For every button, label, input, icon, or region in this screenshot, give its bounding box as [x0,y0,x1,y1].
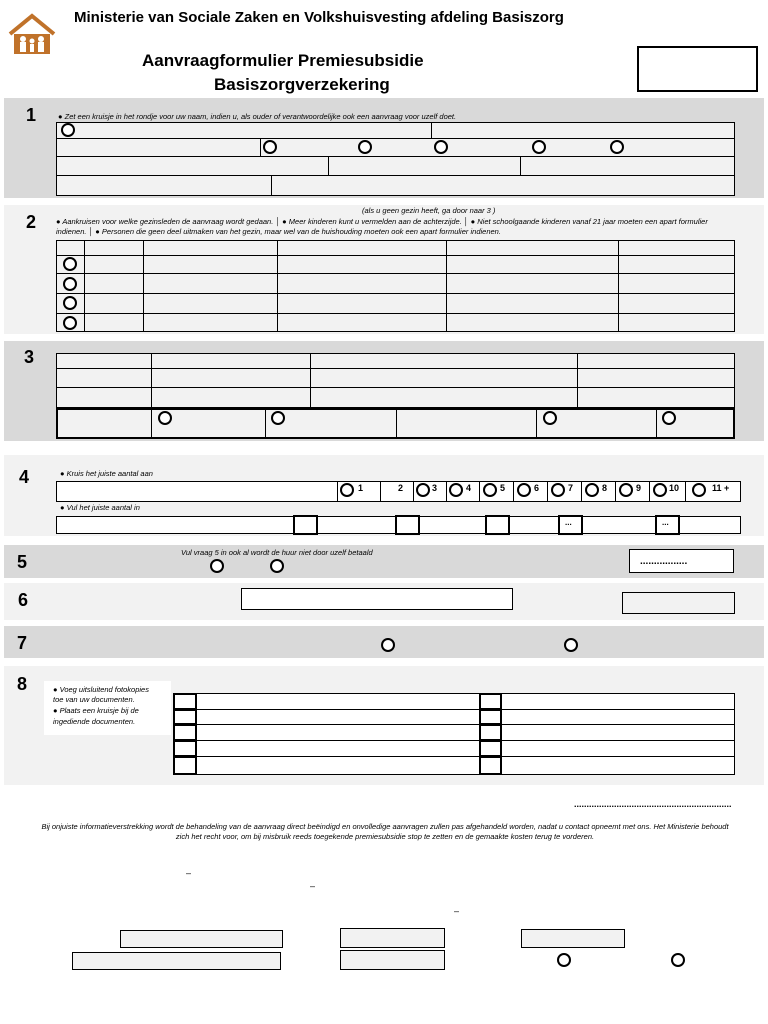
rent-amount-placeholder: ................. [640,556,688,567]
housing-table [56,353,735,408]
document-1-checkbox[interactable] [173,693,197,710]
count-10-label: 10 [669,483,680,493]
family-member-3-radio[interactable] [63,296,77,310]
housing-type-4-radio[interactable] [662,411,676,425]
document-9-checkbox[interactable] [479,740,502,757]
section-2-number: 2 [26,212,37,232]
footer-dash-3: – [454,906,460,916]
form-title-line1: Aanvraagformulier Premiesubsidie [142,51,424,70]
count-5-label: 5 [500,483,506,493]
count-6-radio[interactable] [517,483,531,497]
section-2-condition: (als u geen gezin heeft, ga door naar 3 ) [362,206,496,215]
section-3-number: 3 [24,347,35,367]
count-7-radio[interactable] [551,483,565,497]
office-field-1[interactable] [120,930,283,948]
count-11-plus-radio[interactable] [692,483,706,497]
count-8-label: 8 [602,483,608,493]
rent-amount-field[interactable] [629,549,734,573]
section-4-fill-instruction: ● Vul het juiste aantal in [60,503,140,512]
section-8-note [44,681,171,735]
section-6-number: 6 [18,590,29,610]
section-5-note: Vul vraag 5 in ook al wordt de huur niet door uzelf betaald [181,548,373,557]
housing-type-3-radio[interactable] [543,411,557,425]
applicant-district-field[interactable] [328,156,521,176]
family-member-4-radio[interactable] [63,316,77,330]
applicant-employer-field[interactable] [271,175,735,196]
section-8-note-line1: ● Voeg uitsluitend fotokopies [53,685,149,694]
registration-number-box[interactable] [637,46,758,92]
office-field-4[interactable] [340,950,445,970]
section-8-note-line2: toe van uw documenten. [53,695,135,704]
section-8-note-line3: ● Plaats een kruisje bij de [53,706,139,715]
count-4-label: 4 [466,483,472,493]
applicant-id-field[interactable] [56,138,261,157]
document-4-checkbox[interactable] [173,740,197,757]
count-8-radio[interactable] [585,483,599,497]
family-members-table [56,240,735,332]
applicant-option-1-radio[interactable] [263,140,277,154]
applicant-work-field[interactable] [56,175,272,196]
income-field[interactable] [241,588,513,610]
office-field-2[interactable] [72,952,281,970]
office-approved-radio[interactable] [557,953,571,967]
applicant-phone-field[interactable] [520,156,735,176]
family-member-2-radio[interactable] [63,277,77,291]
section-8-number: 8 [17,674,28,694]
count-11-plus-label: 11 + [712,483,730,493]
office-rejected-radio[interactable] [671,953,685,967]
office-field-3[interactable] [340,928,445,948]
count-9-radio[interactable] [619,483,633,497]
applicant-options-row [260,138,735,157]
applicant-option-2-radio[interactable] [358,140,372,154]
document-10-checkbox[interactable] [479,756,502,775]
section-4-count-instruction: ● Kruis het juiste aantal aan [60,469,153,478]
housing-type-1-radio[interactable] [158,411,172,425]
document-3-checkbox[interactable] [173,724,197,741]
count-3-radio[interactable] [416,483,430,497]
section-7-number: 7 [17,633,28,653]
count-7-label: 7 [568,483,574,493]
ministry-logo [6,12,58,56]
document-8-checkbox[interactable] [479,724,502,741]
applicant-option-3-radio[interactable] [434,140,448,154]
income-amount-field[interactable] [622,592,735,614]
applicant-name-field[interactable] [56,122,432,139]
housing-type-2-radio[interactable] [271,411,285,425]
count-1-label: 1 [358,483,364,493]
count-2-label: 2 [398,483,404,493]
section-8-note-line4: ingediende documenten. [53,717,136,726]
document-6-checkbox[interactable] [479,693,502,710]
section-5-number: 5 [17,552,28,572]
applicant-address-field[interactable] [56,156,329,176]
documents-table [173,693,735,775]
question-7-yes-radio[interactable] [381,638,395,652]
applicant-option-5-radio[interactable] [610,140,624,154]
count-1-radio[interactable] [340,483,354,497]
rent-no-radio[interactable] [270,559,284,573]
disclaimer-text: Bij onjuiste informatieverstrekking wordt de behandeling van de aanvraag direct beëindigd en onvolledige aanvragen zullen pas afgehandeld worden, nadat u contact opneemt met ons. Het Ministerie behoudt zich het recht voor, om bij misbruik reeds toegekende premiesubsidie stop te zetten en de gemaakte kosten terug te vorderen. [41,822,729,841]
form-title-line2: Basiszorgverzekering [214,75,390,94]
count-10-radio[interactable] [653,483,667,497]
ministry-name: Ministerie van Sociale Zaken en Volkshuisvesting afdeling Basiszorg [74,9,564,26]
document-5-checkbox[interactable] [173,756,197,775]
section-1-instruction: ● Zet een kruisje in het rondje voor uw naam, indien u, als ouder of verantwoordelijke ook een aanvraag voor uzelf doet. [58,112,457,121]
count-6-label: 6 [534,483,540,493]
section-4-number: 4 [19,467,30,487]
question-7-no-radio[interactable] [564,638,578,652]
count-9-label: 9 [636,483,642,493]
office-field-5[interactable] [521,929,625,948]
count-3-label: 3 [432,483,438,493]
fill-count-4-ellipsis: ... [565,518,572,527]
applicant-self-radio[interactable] [61,123,75,137]
section-2-instruction: ● Aankruisen voor welke gezinsleden de aanvraag wordt gedaan. │ ● Meer kinderen kunt u vermelden aan de achterzijde. │ ● Niet schoolgaande kinderen vanaf 21 jaar moeten een apart formulier indienen. │ ● Personen die geen deel uitmaken van het gezin, maar wel van de huishouding moeten ook een apart formulier indienen. [56,217,708,236]
family-house-logo-icon [6,12,58,56]
count-5-radio[interactable] [483,483,497,497]
fill-count-2-box[interactable] [395,515,420,535]
applicant-firstname-field[interactable] [431,122,735,139]
section-1-number: 1 [26,105,37,125]
footer-dash-2: – [310,881,316,891]
fill-count-5-ellipsis: ... [662,518,669,527]
family-member-1-radio[interactable] [63,257,77,271]
count-4-radio[interactable] [449,483,463,497]
applicant-option-4-radio[interactable] [532,140,546,154]
fill-count-3-box[interactable] [485,515,510,535]
fill-count-1-box[interactable] [293,515,318,535]
signature-line[interactable]: ............................................................... [574,799,732,809]
document-7-checkbox[interactable] [479,709,502,725]
document-2-checkbox[interactable] [173,709,197,725]
footer-dash-1: – [186,868,192,878]
rent-yes-radio[interactable] [210,559,224,573]
